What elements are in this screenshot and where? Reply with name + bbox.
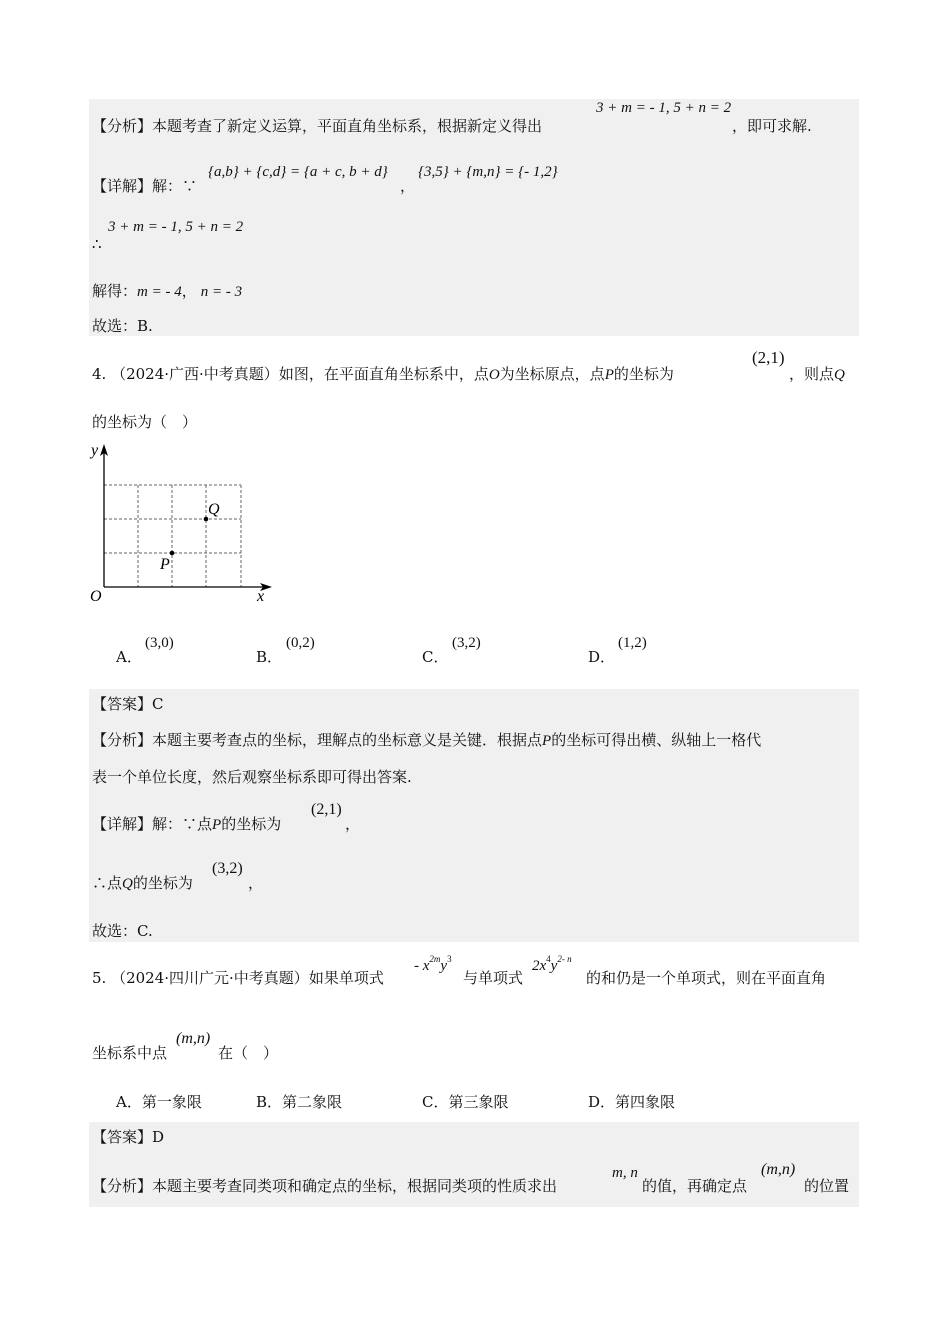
q5-source: （2024·四川广元·中考真题） (111, 969, 309, 987)
q5-monomial-1: - $x^{2m}y^3$ (414, 954, 452, 974)
point-q-label: Q (208, 501, 220, 518)
prev-choice: 故选：B. (92, 317, 153, 335)
q5-number: 5. (92, 969, 107, 987)
q4-detail-coord: (2,1) (311, 801, 342, 818)
q5-analysis-mid: 的值，再确定点 (642, 1177, 748, 1195)
y-axis-label: y (91, 442, 99, 459)
q5-analysis-tail: 的位置 (804, 1177, 850, 1195)
q5-stem-line1: 5. （2024·四川广元·中考真题）如果单项式 (92, 969, 384, 987)
q5-stem-line2-tail: 在（ ） (218, 1044, 279, 1062)
q4-grid-figure (86, 438, 286, 613)
analysis-tag: 【分析】 (92, 117, 153, 135)
prev-analysis-tail: ，即可求解. (732, 117, 812, 135)
q4-therefore-coord: (3,2) (212, 860, 243, 877)
q4-option-b-value: (0,2) (286, 635, 315, 651)
therefore-symbol: ∴ (92, 235, 102, 253)
q5-option-b[interactable]: B．第二象限 (256, 1093, 343, 1111)
prev-detail-comma: ， (400, 177, 416, 195)
q5-option-a[interactable]: A．第一象限 (116, 1093, 202, 1111)
q4-analysis-line2: 表一个单位长度，然后观察坐标系即可得出答案. (92, 768, 412, 786)
q5-stem-tail: 的和仍是一个单项式，则在平面直角 (586, 969, 827, 987)
prev-detail-def: {a,b} + {c,d} = {a + c, b + d} (208, 164, 388, 180)
q5-option-d[interactable]: D．第四象限 (588, 1093, 676, 1111)
q4-analysis-line1: 【分析】本题主要考查点的坐标，理解点的坐标意义是关键．根据点P的坐标可得出横、纵轴上一格代 (92, 731, 762, 749)
q4-source: （2024·广西·中考真题） (111, 365, 279, 383)
q5-point: (m,n) (176, 1030, 211, 1047)
prev-detail-given: {3,5} + {m,n} = {- 1,2} (418, 164, 558, 180)
q5-monomial-2: $2x^4y^{2- n}$ (532, 954, 572, 974)
x-axis-label: x (257, 588, 265, 605)
detail-tag: 【详解】 (92, 177, 153, 195)
prev-therefore-eq: 3 + m = - 1, 5 + n = 2 (108, 219, 244, 235)
q4-stem-tail: ，则点Q (789, 365, 845, 383)
q5-analysis-line: 【分析】本题主要考查同类项和确定点的坐标，根据同类项的性质求出 (92, 1177, 558, 1195)
q4-number: 4. (92, 365, 107, 383)
q5-stem-mid: 与单项式 (463, 969, 524, 987)
q4-detail-line: 【详解】解：∵点P的坐标为 (92, 815, 282, 833)
prev-analysis-eq: 3 + m = - 1, 5 + n = 2 (596, 100, 732, 116)
prev-detail-line: 【详解】解：∵ (92, 177, 198, 195)
q4-stem-line2: 的坐标为（ ） (92, 413, 198, 431)
q4-option-a-value: (3,0) (145, 635, 174, 651)
q5-option-c[interactable]: C．第三象限 (422, 1093, 509, 1111)
q4-answer: 【答案】C (92, 695, 164, 713)
q4-therefore-line: ∴点Q的坐标为 (92, 874, 193, 892)
point-p-label: P (160, 556, 170, 573)
q4-option-d-value: (1,2) (618, 635, 647, 651)
prev-analysis-line: 【分析】本题考查了新定义运算，平面直角坐标系，根据新定义得出 (92, 117, 543, 135)
q4-option-d[interactable]: D． (588, 648, 616, 666)
origin-label: O (90, 588, 102, 605)
q4-option-c[interactable]: C． (422, 648, 449, 666)
prev-result-line: 解得：m = - 4， n = - 3 (92, 282, 243, 300)
q4-detail-tail: ， (345, 815, 361, 833)
q5-analysis-point: (m,n) (761, 1161, 796, 1178)
q4-therefore-tail: ， (248, 874, 264, 892)
q4-choice: 故选：C. (92, 922, 153, 940)
q4-option-a[interactable]: A． (116, 648, 142, 666)
q5-answer: 【答案】D (92, 1128, 165, 1146)
q4-stem-line1: 4. （2024·广西·中考真题）如图，在平面直角坐标系中，点O为坐标原点，点P的坐标为 (92, 365, 674, 383)
q5-analysis-mn: m, n (612, 1165, 638, 1181)
q4-option-c-value: (3,2) (452, 635, 481, 651)
q5-stem-line2: 坐标系中点 (92, 1044, 168, 1062)
q4-option-b[interactable]: B． (256, 648, 283, 666)
q4-p-coord: (2,1) (752, 348, 785, 367)
